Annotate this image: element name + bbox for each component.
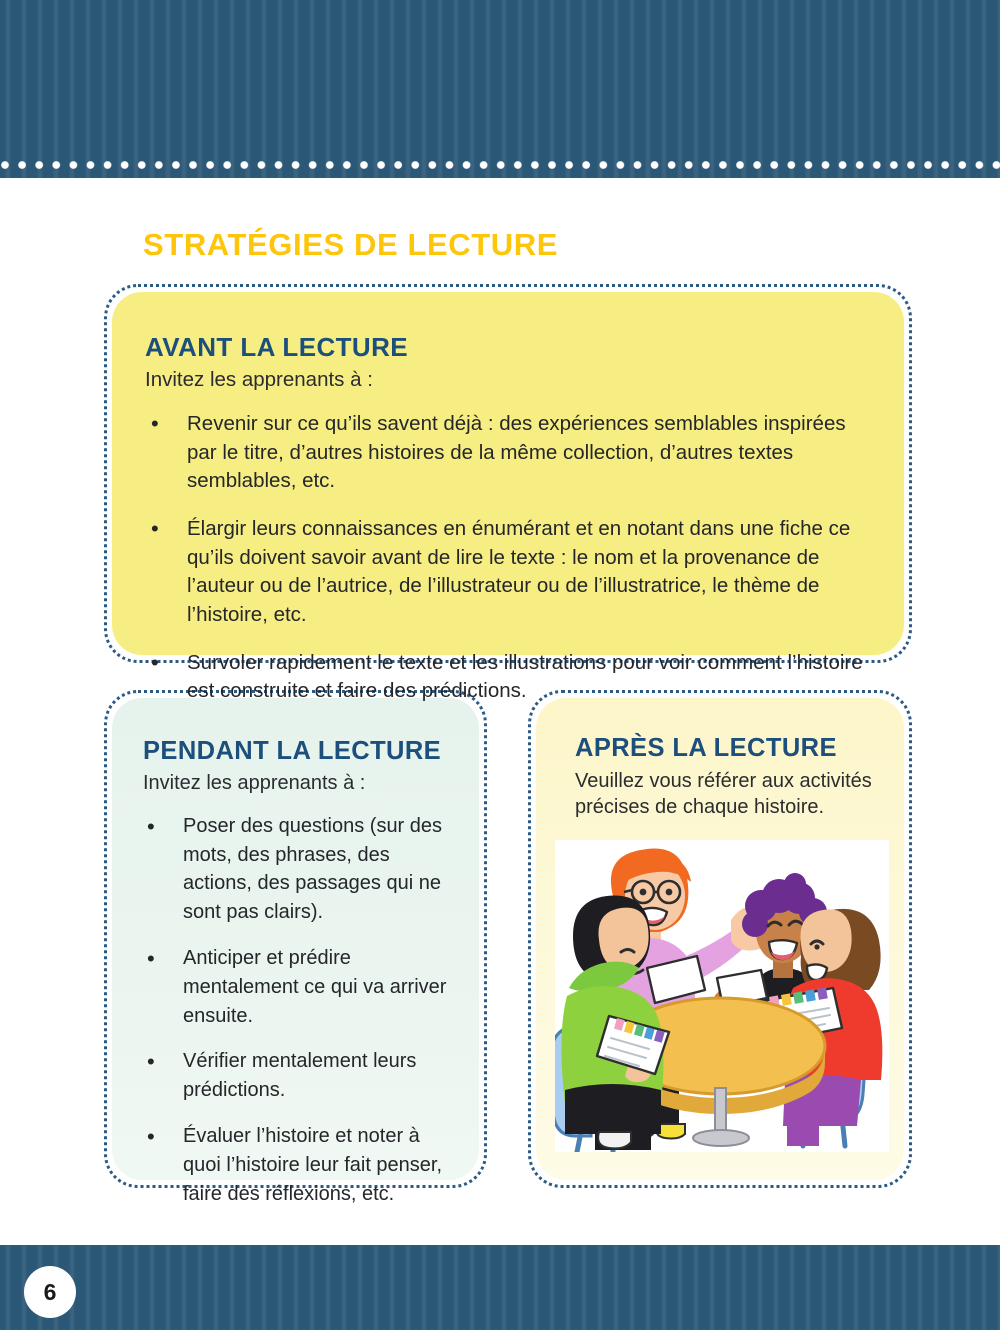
footer-band <box>0 1245 1000 1330</box>
card-pendant-la-lecture <box>104 690 487 1205</box>
card-avant-content <box>107 287 909 706</box>
card-apres-heading: APRÈS LA LECTURE <box>575 734 837 762</box>
card-apres-content <box>531 693 909 821</box>
card-avant-lead: Invitez les apprenants à : <box>145 368 373 392</box>
card-avant-la-lecture <box>104 284 912 703</box>
list-item: • Évaluer l’histoire et noter à quoi l’histoire leur fait penser, faire des réflexions, etc. <box>143 1122 462 1208</box>
card-avant-heading: AVANT LA LECTURE <box>145 332 409 362</box>
list-item: • Anticiper et prédire mentalement ce qui va arriver ensuite. <box>143 944 462 1030</box>
list-item: • Élargir leurs connaissances en énumérant et en notant dans une fiche ce qu’ils doivent savoir avant de lire le texte : le nom et la provenance de l’auteur ou de l’autrice, de l’illustrateur ou de l’illustratrice, le thème de l’histoire, etc. <box>145 515 865 630</box>
illustration-svg <box>555 840 889 1152</box>
list-item: • Revenir sur ce qu’ils savent déjà : des expériences semblables inspirées par le titre, d’autres histoires de la même collection, d’autres textes semblables, etc. <box>145 410 865 496</box>
page-number: 6 <box>24 1266 76 1318</box>
card-apres-la-lecture <box>528 690 912 1188</box>
card-pendant-lead: Invitez les apprenants à : <box>143 771 366 794</box>
list-item: • Poser des questions (sur des mots, des phrases, des actions, des passages qui ne sont pas clairs). <box>143 812 462 927</box>
header-dotted-rule <box>0 160 1000 170</box>
card-apres-lead: Veuillez vous référer aux activités précises de chaque histoire. <box>575 769 872 819</box>
card-pendant-bullet-list <box>143 812 462 1209</box>
card-pendant-heading: PENDANT LA LECTURE <box>143 737 442 765</box>
list-item: • Survoler rapidement le texte et les illustrations pour voir comment l’histoire est construite et faire des prédictions. <box>145 649 865 706</box>
card-pendant-content <box>107 693 484 1208</box>
classroom-discussion-illustration <box>555 840 889 1152</box>
list-item: • Vérifier mentalement leurs prédictions. <box>143 1047 462 1105</box>
page-title: STRATÉGIES DE LECTURE <box>143 227 559 262</box>
card-avant-bullet-list <box>145 410 865 706</box>
header-band <box>0 0 1000 178</box>
